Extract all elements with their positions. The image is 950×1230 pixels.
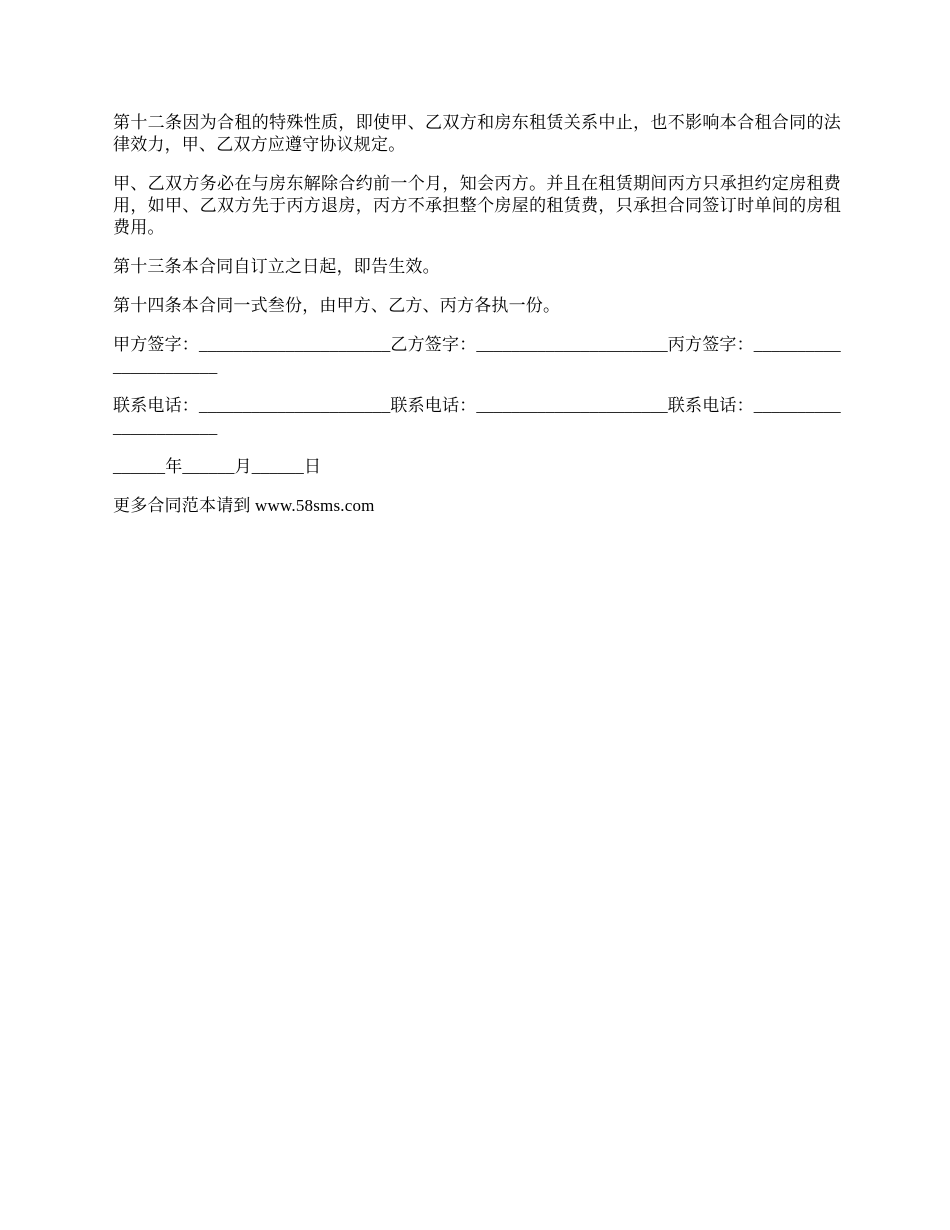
- date-line: ______年______月______日: [113, 457, 322, 476]
- notice-paragraph: 甲、乙双方务必在与房东解除合约前一个月，知会丙方。并且在租赁期间丙方只承担约定房租费用，如甲、乙双方先于丙方退房，丙方不承担整个房屋的租赁费，只承担合同签订时单间的房租费用。: [113, 174, 841, 237]
- clause-14-paragraph: 第十四条本合同一式叁份，由甲方、乙方、丙方各执一份。: [113, 296, 561, 315]
- document-page: [113, 112, 841, 534]
- clause-13-paragraph: 第十三条本合同自订立之日起，即告生效。: [113, 257, 440, 276]
- contact-phone-line: 联系电话：______________________联系电话：______________________联系电话：______________________: [113, 396, 841, 437]
- footer-more-templates: 更多合同范本请到 www.58sms.com: [113, 496, 375, 515]
- clause-12-paragraph: 第十二条因为合租的特殊性质，即使甲、乙双方和房东租赁关系中止，也不影响本合租合同的法律效力，甲、乙双方应遵守协议规定。: [113, 113, 841, 154]
- signature-line: 甲方签字：______________________乙方签字：______________________丙方签字：______________________: [113, 335, 841, 376]
